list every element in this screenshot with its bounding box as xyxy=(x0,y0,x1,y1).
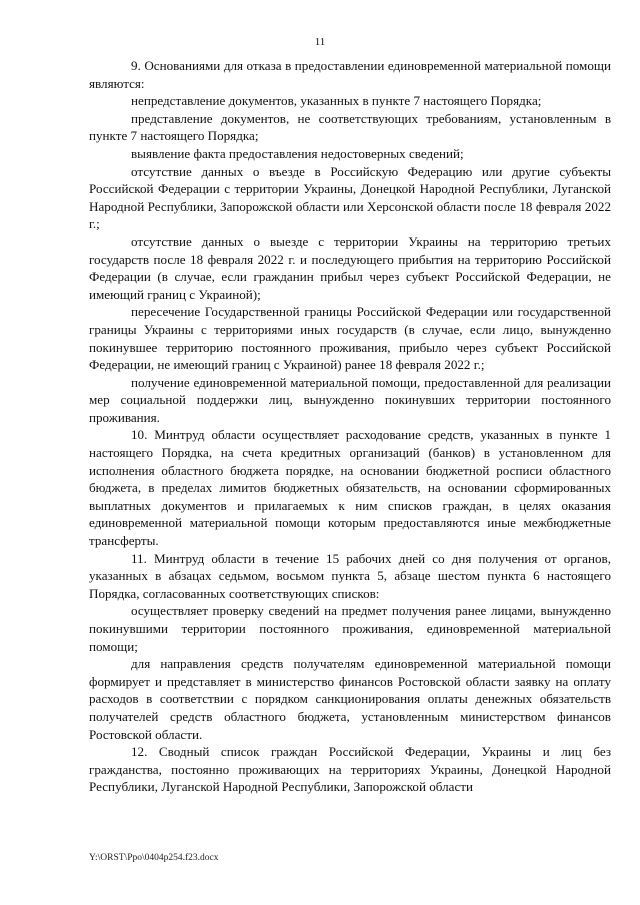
paragraph-10: 10. Минтруд области осуществляет расходование средств, указанных в пункте 1 настоящего Порядка, на счета кредитных организаций (банков) в установленном для исполнения областного бюджета порядке, на основании бюджетной росписи областного бюджета, в пределах лимитов бюджетных обязательств, на основании сформированных выплатных документов и прилагаемых к ним списков граждан, в целях оказания единовременной материальной помощи которым предоставляются иные межбюджетные трансферты. xyxy=(89,427,611,549)
file-path-footer: Y:\ORST\Ppo\0404p254.f23.docx xyxy=(89,853,219,863)
paragraph-9-intro: 9. Основаниями для отказа в предоставлении единовременной материальной помощи являются: xyxy=(89,58,611,91)
paragraph-9-item-3: выявление факта предоставления недостоверных сведений; xyxy=(131,145,464,161)
paragraph-9-item-1: непредставление документов, указанных в пункте 7 настоящего Порядка; xyxy=(131,93,542,109)
paragraph-9-item-2: представление документов, не соответствующих требованиям, установленным в пункте 7 настоящего Порядка; xyxy=(89,110,611,144)
paragraph-11-item-1: осуществляет проверку сведений на предмет получения ранее лицами, вынужденно покинувшими территории постоянного проживания, единовременной материальной помощи; xyxy=(89,603,611,654)
document-body xyxy=(89,57,611,796)
paragraph-9-item-6: пересечение Государственной границы Российской Федерации или государственной границы Украины с территориями иных государств (в случае, если лицо, вынужденно покинувшее территорию постоянного проживания, прибыло через субъект Российской Федерации, не имеющий границ с Украиной) ранее 18 февраля 2022 г.; xyxy=(89,304,611,373)
paragraph-12: 12. Сводный список граждан Российской Федерации, Украины и лиц без гражданства, постоянно проживающих на территориях Украины, Донецкой Народной Республики, Луганской Народной Республики, Запорожской области xyxy=(89,744,611,795)
paragraph-11-intro: 11. Минтруд области в течение 15 рабочих дней со дня получения от органов, указанных в абзацах седьмом, восьмом пункта 5, абзаце шестом пункта 6 настоящего Порядка, согласованных соответствующих списков: xyxy=(89,550,611,601)
paragraph-9-item-5: отсутствие данных о выезде с территории Украины на территорию третьих государств после 18 февраля 2022 г. и последующего прибытия на территорию Российской Федерации (в случае, если гражданин прибыл через субъект Российской Федерации, не имеющий границ с Украиной); xyxy=(89,233,611,302)
paragraph-9-item-7: получение единовременной материальной помощи, предоставленной для реализации мер социальной поддержки лиц, вынужденно покинувших территории постоянного проживания. xyxy=(89,374,611,425)
paragraph-9-item-4: отсутствие данных о въезде в Российскую Федерацию или другие субъекты Российской Федерации с территории Украины, Донецкой Народной Республики, Луганской Народной Республики, Запорожской области или Херсонской области после 18 февраля 2022 г.; xyxy=(89,163,611,232)
page-number: 11 xyxy=(314,36,326,48)
paragraph-11-item-2: для направления средств получателям единовременной материальной помощи формирует и представляет в министерство финансов Ростовской области заявку на оплату расходов в соответствии с порядком санкционирования оплаты денежных обязательств получателей средств областного бюджета, установленным министерством финансов Ростовской области. xyxy=(89,656,611,742)
